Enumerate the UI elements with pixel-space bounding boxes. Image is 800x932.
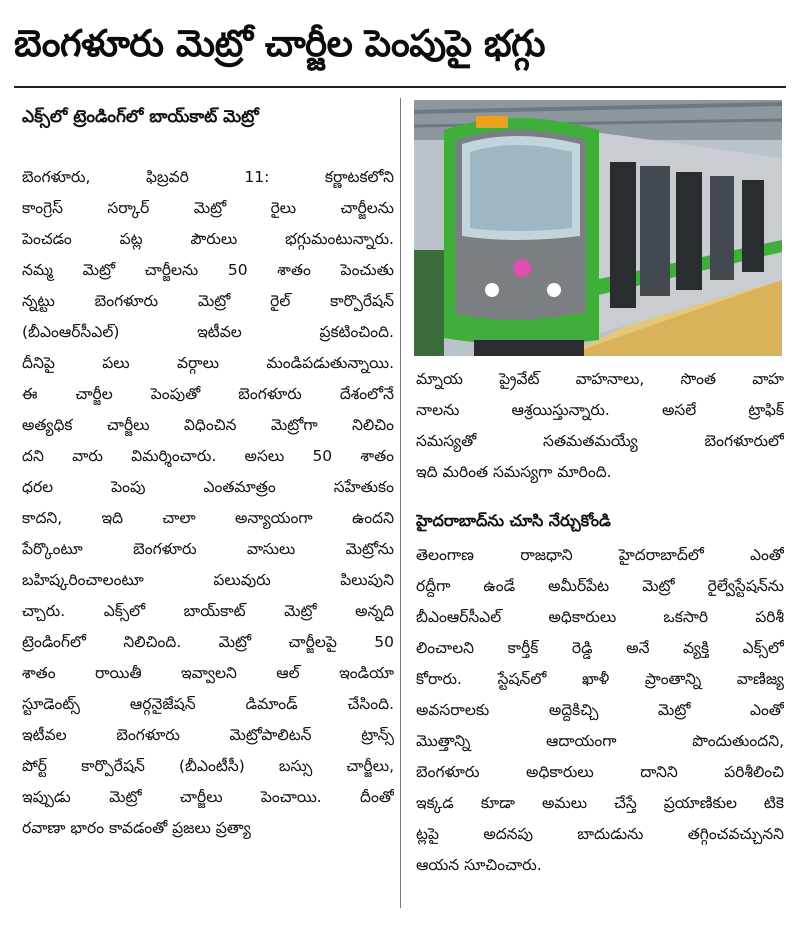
body-line: అవసరాలకు అద్దెకిచ్చి మెట్రో ఎంతో: [416, 701, 784, 719]
body-line: శాతం రాయితీ ఇవ్వాలని ఆల్ ఇండియా: [22, 664, 394, 682]
body-line: ట్రెండింగ్‌లో నిలిచింది. మెట్రో చార్జీలపై 50: [22, 633, 394, 651]
body-line: నమ్మ మెట్రో చార్జీలను 50 శాతం పెంచుతు: [22, 261, 394, 279]
body-line: ధరల పెంపు ఎంతమాత్రం సహేతుకం: [22, 478, 394, 496]
headline: బెంగళూరు మెట్రో చార్జీల పెంపుపై భగ్గు: [14, 22, 546, 65]
article-body-right: [416, 364, 784, 504]
body-line: బెంగళూరు అధికారులు దానిని పరిశీలించి: [416, 763, 784, 781]
body-line: ఆయన సూచించారు.: [416, 856, 542, 874]
column-divider: [400, 98, 401, 908]
subheading: ఎక్స్‌లో ట్రెండింగ్‌లో బాయ్‌కాట్ మెట్రో: [22, 107, 259, 127]
body-line: సమస్యతో సతమతమయ్యే బెంగళూరులో: [416, 432, 784, 450]
body-line: (బీఎంఆర్‌సీఎల్) ఇటీవల ప్రకటించింది.: [22, 323, 394, 341]
body-line: ఇక్కడ కూడా అమలు చేస్తే ప్రయాణికుల టికె: [416, 794, 784, 812]
body-line: లించాలని కార్తీక్ రెడ్డి అనే వ్యక్తి ఎక్స్‌లో: [416, 639, 784, 657]
body-line: స్టూడెంట్స్ ఆర్గనైజేషన్ డిమాండ్ చేసింది.: [22, 695, 394, 713]
metro-train-photo: [414, 100, 782, 356]
headline-rule: [14, 86, 786, 88]
body-line: ఈ చార్జీల పెంపుతో బెంగళూరు దేశంలోనే: [22, 385, 394, 403]
body-line: కాంగ్రెస్ సర్కార్ మెట్రో రైలు చార్జీలను: [22, 199, 394, 217]
body-line: చ్చారు. ఎక్స్‌లో బాయ్‌కాట్ మెట్రో అన్నది: [22, 602, 394, 620]
metro-train-illustration: [414, 100, 782, 356]
body-line: బీఎంఆర్‌సీఎల్ అధికారులు ఒకసారి పరిశీ: [416, 608, 784, 626]
article-body-right-2: [416, 540, 784, 912]
body-line: నాలను ఆశ్రయిస్తున్నారు. అసలే ట్రాఫిక్: [416, 401, 784, 419]
body-line: తెలంగాణ రాజధాని హైదరాబాద్‌లో ఎంతో: [416, 546, 784, 564]
body-line: ట్లపై అదనపు బాదుడును తగ్గించవచ్చునని: [416, 825, 784, 843]
body-line: ఇది మరింత సమస్యగా మారింది.: [416, 463, 612, 481]
body-line: బెంగళూరు, ఫిబ్రవరి 11: కర్ణాటకలోని: [22, 168, 394, 186]
body-line: ఇటీవల బెంగళూరు మెట్రోపాలిటన్ ట్రాన్స్: [22, 726, 394, 744]
body-line: పెంచడం పట్ల పౌరులు భగ్గుమంటున్నారు.: [22, 230, 394, 248]
article-body-left: [22, 162, 394, 914]
body-line: మ్నాయ ప్రైవేట్ వాహనాలు, సొంత వాహ: [416, 370, 784, 388]
body-line: దీనిపై పలు వర్గాలు మండిపడుతున్నాయి.: [22, 354, 394, 372]
body-line: రద్దీగా ఉండే అమీర్‌పేట మెట్రో రైల్వేస్టేషన్‌ను: [416, 577, 784, 595]
body-line: రవాణా భారం కావడంతో ప్రజలు ప్రత్యా: [22, 819, 251, 837]
body-line: పేర్కొంటూ బెంగళూరు వాసులు మెట్రోను: [22, 540, 394, 558]
body-line: కాదని, ఇది చాలా అన్యాయంగా ఉందని: [22, 509, 394, 527]
body-line: ఇప్పుడు మెట్రో చార్జీలు పెంచాయి. దీంతో: [22, 788, 394, 806]
body-line: పోర్ట్ కార్పొరేషన్ (బీఎంటీసీ) బస్సు చార్జీలు,: [22, 757, 394, 775]
body-line: అత్యధిక చార్జీలు విధించిన మెట్రోగా నిలిచిం: [22, 416, 394, 434]
body-line: దని వారు విమర్శించారు. అసలు 50 శాతం: [22, 447, 394, 465]
body-line: మొత్తాన్ని ఆదాయంగా పొందుతుందని,: [416, 732, 784, 750]
body-line: న్నట్టు బెంగళూరు మెట్రో రైల్ కార్పొరేషన్: [22, 292, 394, 310]
section-heading: హైదరాబాద్‌ను చూసి నేర్చుకోండి: [416, 511, 611, 530]
body-line: బహిష్కరించాలంటూ పలువురు పిలుపుని: [22, 571, 394, 589]
body-line: కోరారు. స్టేషన్‌లో ఖాళీ ప్రాంతాన్ని వాణిజ్య: [416, 670, 784, 688]
